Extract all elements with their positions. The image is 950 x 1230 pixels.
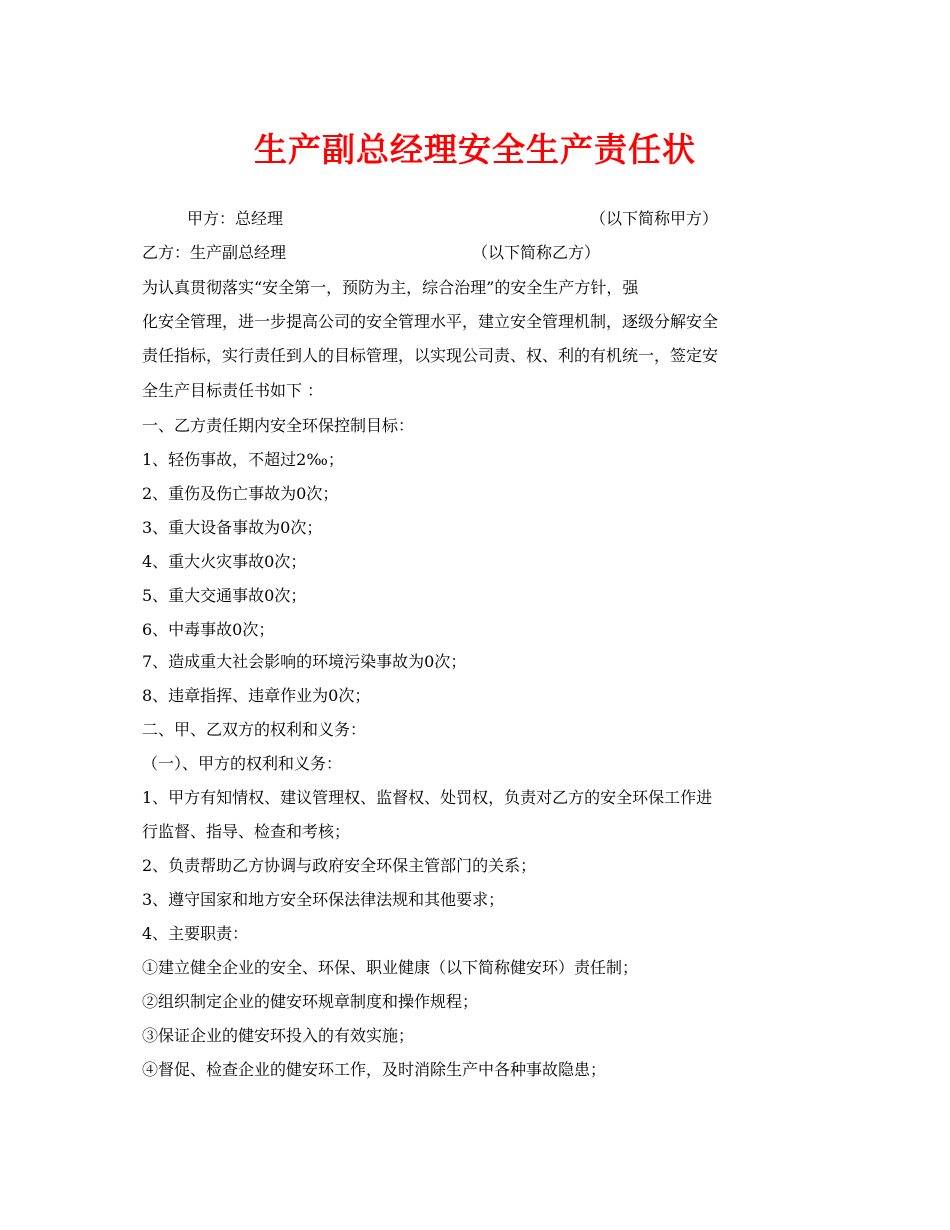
section2-subheading: （一）、甲方的权利和义务： — [142, 754, 343, 773]
target-item: 3、重大设备事故为0次； — [142, 518, 323, 537]
party-b-note: （以下简称乙方） — [472, 243, 601, 262]
duty-item: ①建立健全企业的安全、环保、职业健康（以下简称健安环）责任制； — [142, 958, 639, 977]
intro-line: 全生产目标责任书如下 ： — [142, 381, 324, 400]
duty-item: ②组织制定企业的健安环规章制度和操作规程； — [142, 992, 479, 1011]
party-a-item: 2、负责帮助乙方协调与政府安全环保主管部门的关系； — [142, 856, 537, 875]
duty-item: ③保证企业的健安环投入的有效实施； — [142, 1026, 415, 1045]
intro-line: 责任指标，实行责任到人的目标管理，以实现公司责、权、利的有机统一，签定安 — [142, 346, 719, 365]
duty-item: ④督促、检查企业的健安环工作，及时消除生产中各种事故隐患； — [142, 1060, 607, 1079]
section1-heading: 一、乙方责任期内安全环保控制目标： — [142, 416, 415, 435]
party-a-item: 1、甲方有知情权、建议管理权、监督权、处罚权，负责对乙方的安全环保工作进 — [142, 788, 713, 807]
party-a-item: 3、遵守国家和地方安全环保法律法规和其他要求； — [142, 890, 505, 909]
intro-line: 为认真贯彻落实“安全第一，预防为主，综合治理”的安全生产方针，强 — [142, 278, 639, 297]
target-item: 4、重大火灾事故0次； — [142, 552, 307, 571]
target-item: 6、中毒事故0次； — [142, 620, 275, 639]
party-b-label: 乙方：生产副总经理 — [142, 243, 287, 262]
intro-line: 化安全管理，进一步提高公司的安全管理水平，建立安全管理机制，逐级分解安全 — [142, 312, 719, 331]
target-item: 7、造成重大社会影响的环境污染事故为0次； — [142, 652, 467, 671]
target-item: 2、重伤及伤亡事故为0次； — [142, 484, 339, 503]
target-item: 8、违章指挥、违章作业为0次； — [142, 686, 371, 705]
target-item: 1、轻伤事故，不超过2‰； — [142, 450, 344, 469]
party-a-item: 4、主要职责： — [142, 924, 249, 943]
document-title: 生产副总经理安全生产责任状 — [254, 130, 696, 169]
target-item: 5、重大交通事故0次； — [142, 586, 307, 605]
section2-heading: 二、甲、乙双方的权利和义务： — [142, 720, 367, 739]
party-a-note: （以下简称甲方） — [590, 209, 719, 228]
party-a-item: 行监督、指导、检查和考核； — [142, 822, 351, 841]
party-a-label: 甲方：总经理 — [187, 209, 284, 228]
